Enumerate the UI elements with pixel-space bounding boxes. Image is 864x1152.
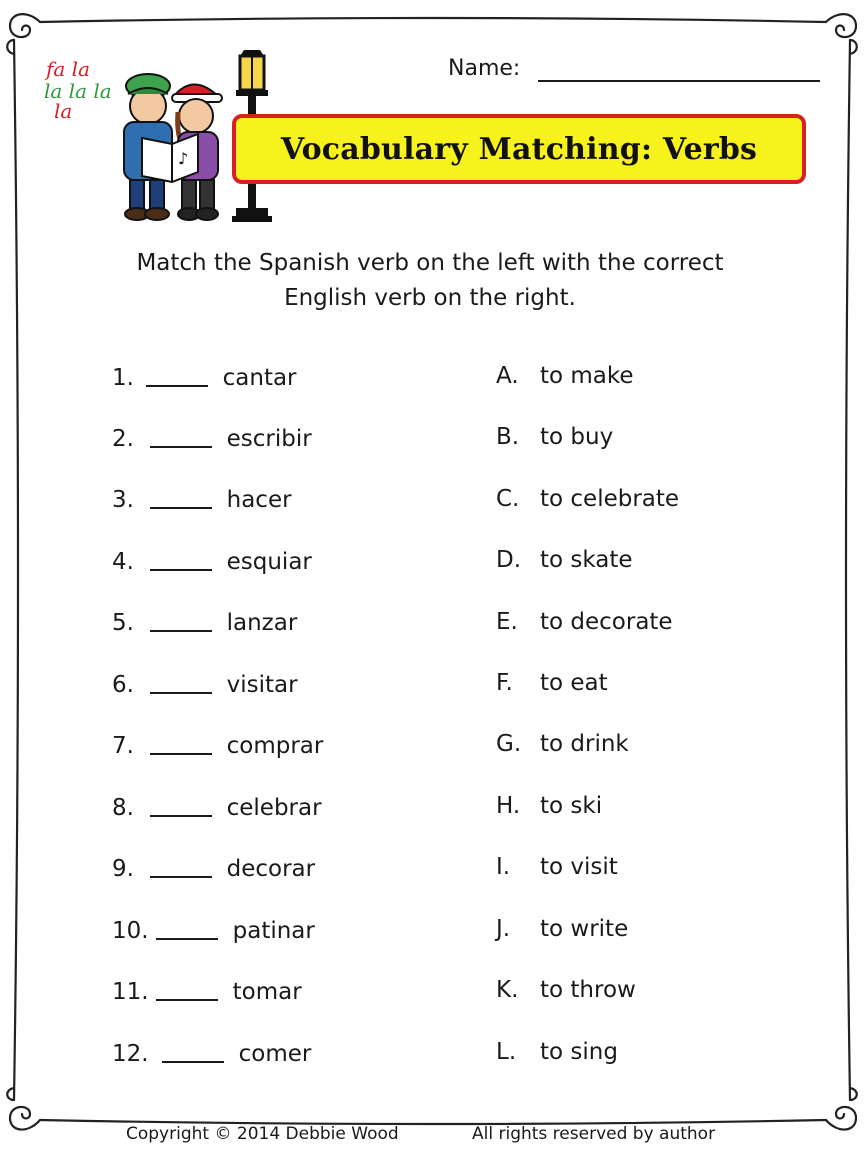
answer-blank (150, 630, 212, 632)
list-item (112, 544, 312, 580)
spanish-word: celebrar (226, 795, 322, 821)
svg-text:la la la: la la la (44, 79, 112, 103)
name-blank-line (538, 80, 820, 82)
page-title: Vocabulary Matching: Verbs (280, 131, 758, 167)
item-letter: D. (496, 547, 522, 573)
item-number: 6. (112, 672, 134, 698)
list-item (112, 1036, 311, 1072)
carolers-clipart-icon (116, 72, 226, 224)
instructions (100, 246, 760, 316)
item-letter: A. (496, 363, 519, 389)
spanish-word: hacer (226, 487, 292, 513)
spanish-word: decorar (226, 856, 316, 882)
svg-text:la: la (54, 99, 73, 123)
name-field (448, 54, 828, 88)
answer-blank (156, 938, 218, 940)
footer-rights: All rights reserved by author (472, 1124, 716, 1144)
list-item (496, 665, 608, 701)
item-number: 5. (112, 610, 134, 636)
item-letter: I. (496, 854, 511, 880)
list-item (496, 849, 618, 885)
answer-blank (146, 385, 208, 387)
english-word: to sing (540, 1039, 618, 1065)
english-word: to drink (540, 731, 629, 757)
item-number: 8. (112, 795, 134, 821)
answer-blank (162, 1061, 224, 1063)
english-word: to visit (540, 854, 618, 880)
name-label: Name: (448, 56, 521, 81)
falala-text-decoration (42, 54, 122, 124)
instructions-line-1: Match the Spanish verb on the left with the correct (136, 250, 724, 276)
spanish-word: patinar (232, 918, 315, 944)
list-item (496, 788, 602, 824)
list-item (496, 911, 628, 947)
list-item (496, 481, 679, 517)
item-number: 7. (112, 733, 134, 759)
list-item (496, 358, 634, 394)
list-item (112, 851, 315, 887)
footer-copyright: Copyright © 2014 Debbie Wood (126, 1124, 399, 1144)
svg-text:♪: ♪ (178, 149, 189, 168)
list-item (112, 482, 292, 518)
list-item (112, 421, 312, 457)
item-number: 3. (112, 487, 134, 513)
item-number: 2. (112, 426, 134, 452)
item-letter: G. (496, 731, 522, 757)
item-letter: H. (496, 793, 521, 819)
english-word: to throw (540, 977, 636, 1003)
item-number: 9. (112, 856, 134, 882)
item-letter: J. (496, 916, 511, 942)
spanish-word: lanzar (226, 610, 298, 636)
item-letter: C. (496, 486, 520, 512)
spanish-word: cantar (222, 365, 297, 391)
item-letter: K. (496, 977, 519, 1003)
english-word: to skate (540, 547, 633, 573)
answer-blank (150, 815, 212, 817)
spanish-word: esquiar (226, 549, 312, 575)
english-word: to write (540, 916, 629, 942)
english-word: to eat (540, 670, 608, 696)
english-word: to ski (540, 793, 603, 819)
answer-blank (150, 876, 212, 878)
english-word: to buy (540, 424, 614, 450)
item-letter: L. (496, 1039, 517, 1065)
list-item (496, 1034, 618, 1070)
answer-blank (150, 692, 212, 694)
list-item (496, 726, 629, 762)
list-item (112, 728, 323, 764)
list-item (112, 913, 315, 949)
list-item (112, 605, 297, 641)
list-item (496, 972, 636, 1008)
answer-blank (150, 507, 212, 509)
spanish-word: visitar (226, 672, 298, 698)
spanish-word: escribir (226, 426, 312, 452)
answer-blank (156, 999, 218, 1001)
title-banner (232, 114, 806, 184)
list-item (112, 667, 298, 703)
spanish-word: comprar (226, 733, 324, 759)
svg-text:fa la: fa la (46, 57, 91, 81)
item-number: 1. (112, 365, 134, 391)
list-item (112, 360, 297, 396)
list-item (112, 974, 302, 1010)
item-letter: F. (496, 670, 513, 696)
list-item (496, 542, 633, 578)
item-number: 12. (112, 1041, 149, 1067)
instructions-line-2: English verb on the right. (284, 285, 576, 311)
answer-blank (150, 446, 212, 448)
item-letter: B. (496, 424, 520, 450)
english-word: to decorate (540, 609, 673, 635)
item-number: 4. (112, 549, 134, 575)
list-item (496, 604, 673, 640)
spanish-word: comer (238, 1041, 312, 1067)
answer-blank (150, 753, 212, 755)
english-word: to celebrate (540, 486, 680, 512)
list-item (112, 790, 322, 826)
item-letter: E. (496, 609, 518, 635)
item-number: 10. (112, 918, 149, 944)
english-word: to make (540, 363, 634, 389)
item-number: 11. (112, 979, 149, 1005)
list-item (496, 419, 613, 455)
answer-blank (150, 569, 212, 571)
spanish-word: tomar (232, 979, 302, 1005)
